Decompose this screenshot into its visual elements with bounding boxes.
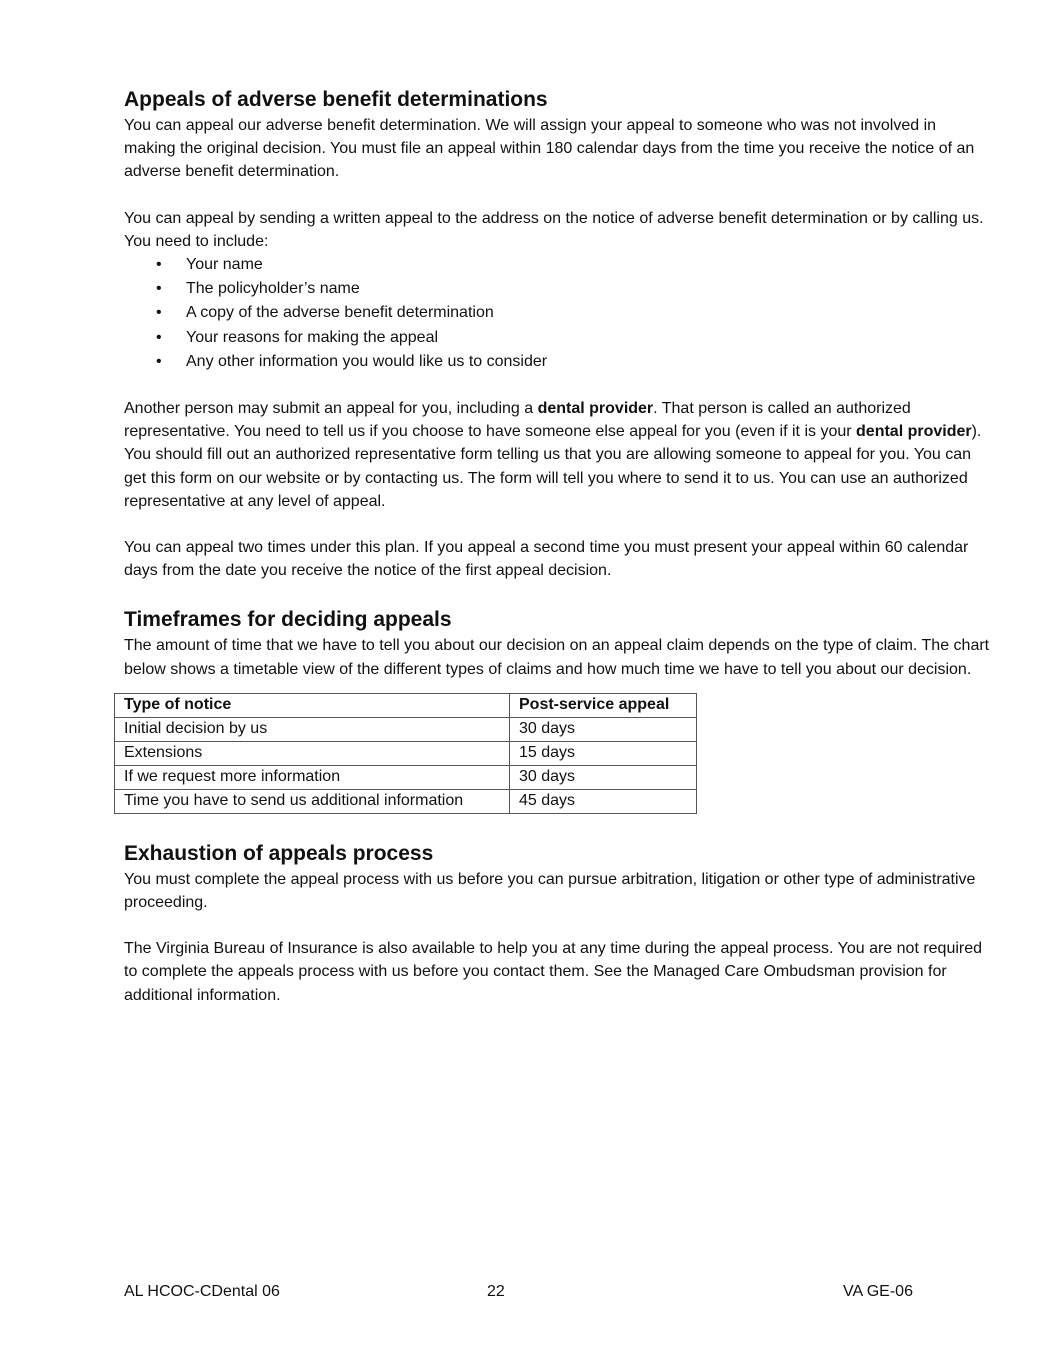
list-item: • Your name [124, 253, 992, 277]
appeal-requirements-list [124, 253, 992, 374]
table-row [115, 717, 697, 741]
table-cell: Initial decision by us [115, 717, 510, 741]
list-item: • A copy of the adverse benefit determination [124, 301, 992, 325]
appeal-method-paragraph: You can appeal by sending a written appeal to the address on the notice of adverse benefit determination or by calling us. You need to include: [124, 209, 984, 250]
list-item: • Any other information you would like us to consider [124, 350, 992, 374]
table-cell: 30 days [510, 717, 697, 741]
timeframes-heading: Timeframes for deciding appeals [124, 608, 452, 632]
table-cell: Time you have to send us additional information [115, 789, 510, 813]
table-cell: 45 days [510, 789, 697, 813]
second-appeal-paragraph: You can appeal two times under this plan. If you appeal a second time you must present your appeal within 60 calendar days from the date you receive the notice of the first appeal decision. [124, 539, 969, 580]
timeframes-paragraph: The amount of time that we have to tell you about our decision on an appeal claim depends on the type of claim. The chart below shows a timetable view of the different types of claims and how much time we have to tell you about our decision. [124, 637, 990, 678]
document-body [124, 86, 992, 1007]
table-row [115, 765, 697, 789]
bureau-of-insurance-paragraph: The Virginia Bureau of Insurance is also available to help you at any time during the appeal process. You are not required to complete the appeals process with us before you contact them. See the Managed Care Ombudsman provision for additional information. [124, 940, 983, 1004]
table-cell: 15 days [510, 741, 697, 765]
exhaustion-paragraph: You must complete the appeal process with us before you can pursue arbitration, litigation or other type of administrative proceeding. [124, 870, 976, 912]
footer-form-code: AL HCOC-CDental 06 [124, 1283, 280, 1300]
table-row [115, 789, 697, 813]
table-row [115, 741, 697, 765]
table-header-row [115, 693, 697, 717]
authorized-representative-paragraph [124, 397, 992, 513]
bold-term: dental provider [856, 423, 972, 441]
table-cell: If we request more information [115, 765, 510, 789]
page-number: 22 [487, 1283, 505, 1300]
table-header-post-service: Post-service appeal [510, 693, 697, 717]
table-header-type: Type of notice [115, 693, 510, 717]
table-cell: 30 days [510, 765, 697, 789]
text-span: Another person may submit an appeal for you, including a [124, 400, 538, 418]
appeals-heading: Appeals of adverse benefit determinations [124, 88, 548, 111]
text-span: ). You should fill out an authorized representative form telling us that you are allowing someone to appeal for you. You can get this form on our website or by contacting us. The form will tell you where to send it to us. You can use an authorized representative at any level of appeal. [124, 423, 982, 510]
list-item: • The policyholder’s name [124, 277, 992, 301]
footer-state-code: VA GE-06 [843, 1283, 913, 1300]
text-span: . That person is called an authorized representative. You need to tell us if you choose to have someone else appeal for you (even if it is your [124, 400, 911, 441]
table-cell: Extensions [115, 741, 510, 765]
bold-term: dental provider [537, 400, 654, 418]
list-item: • Your reasons for making the appeal [124, 326, 992, 350]
appeals-intro-paragraph: You can appeal our adverse benefit determination. We will assign your appeal to someone who was not involved in making the original decision. You must file an appeal within 180 calendar days from the time you receive the notice of an adverse benefit determination. [124, 117, 975, 181]
timeframes-table [114, 693, 697, 814]
exhaustion-heading: Exhaustion of appeals process [124, 841, 434, 865]
